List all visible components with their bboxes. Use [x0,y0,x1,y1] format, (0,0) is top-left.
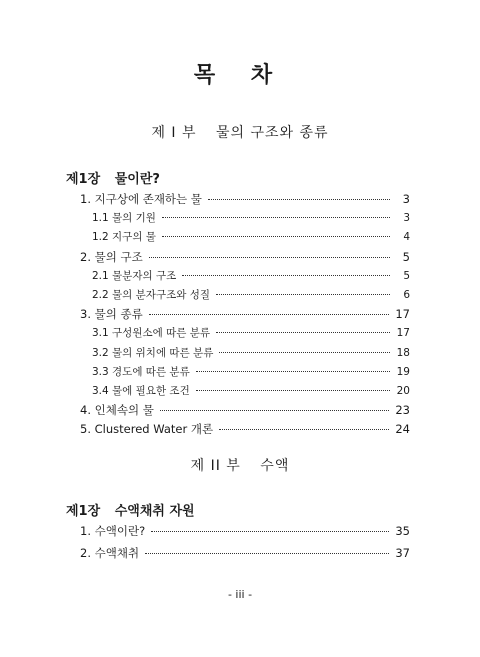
toc-entry-page: 23 [395,403,410,418]
dot-leader [219,429,389,430]
chapter-title: 수액채취 자원 [114,504,195,519]
chapter-number: 제1장 [66,172,101,187]
toc-entry-page: 19 [396,365,410,378]
chapter-heading-2 [66,500,195,519]
toc-entry-page: 17 [395,307,410,322]
part-title: 물의 구조와 종류 [215,125,329,141]
toc-entry [80,402,410,420]
dot-leader [216,332,390,333]
toc-entry [92,345,410,363]
dot-leader [145,553,389,554]
toc-entry-label: 5. Clustered Water 개론 [80,422,214,437]
part-title: 수액 [260,458,290,474]
chapter-number: 제1장 [66,504,101,519]
toc-entry-page: 5 [403,269,410,282]
dot-leader [196,390,390,391]
toc-entry-page: 18 [396,346,410,359]
dot-leader [151,531,389,532]
page-number-footer: - iii - [227,588,253,601]
toc-entry-page: 17 [396,327,410,340]
toc-entry [92,268,410,286]
toc-entry-label: 1. 수액이란? [80,524,146,538]
chapter-heading-1 [66,168,160,187]
part-heading-2 [0,455,480,475]
toc-entry-page: 35 [395,524,410,538]
part-number: 제 I 부 [151,125,197,141]
dot-leader [208,199,390,200]
toc-entry-label: 2.2 물의 분자구조와 성질 [92,289,210,301]
chapter-title: 물이란? [114,172,160,187]
toc-entry-label: 1.2 지구의 물 [92,231,156,244]
dot-leader [149,257,390,258]
toc-entry-label: 2. 수액채취 [80,546,140,560]
dot-leader [219,352,390,353]
toc-entry-page: 3 [402,192,410,206]
toc-entry [80,545,410,563]
toc-entry-page: 3 [403,212,410,225]
toc-entry-label: 3.3 경도에 따른 분류 [92,365,190,378]
toc-entry-page: 5 [402,249,410,264]
toc-entry [92,325,410,343]
toc-entry [80,421,410,439]
toc-entry [92,210,410,228]
toc-entry-page: 24 [395,422,410,437]
toc-entry-label: 1.1 물의 기원 [92,212,156,225]
dot-leader [216,294,390,295]
dot-leader [182,275,390,276]
dot-leader [149,314,390,315]
toc-entry [92,364,410,382]
toc-entry [92,383,410,401]
toc-entry-label: 3.2 물의 위치에 따른 분류 [92,346,214,359]
toc-entry-page: 37 [395,546,410,560]
dot-leader [196,371,390,372]
toc-entry [80,306,410,324]
dot-leader [160,410,390,411]
toc-entry-label: 2.1 물분자의 구조 [92,269,177,282]
toc-entry [80,249,410,267]
toc-entry [80,523,410,541]
toc-entry-page: 6 [403,289,410,301]
toc-entry-page: 20 [396,385,410,397]
part-number: 제 II 부 [190,458,241,474]
toc-entry-label: 2. 물의 구조 [80,249,143,264]
toc-entry [80,191,410,209]
toc-entry-label: 1. 지구상에 존재하는 물 [80,192,202,206]
toc-entry [92,287,410,305]
page-title: 목 차 [193,63,287,88]
toc-entry-label: 3.4 물에 필요한 조건 [92,385,190,397]
toc-entry-label: 3. 물의 종류 [80,307,143,322]
toc-entry-label: 4. 인체속의 물 [80,403,154,418]
toc-entry [92,229,410,247]
toc-entry-page: 4 [403,231,410,244]
dot-leader [162,217,390,218]
part-heading-1 [0,122,480,142]
toc-entry-label: 3.1 구성원소에 따른 분류 [92,327,210,340]
dot-leader [162,236,390,237]
